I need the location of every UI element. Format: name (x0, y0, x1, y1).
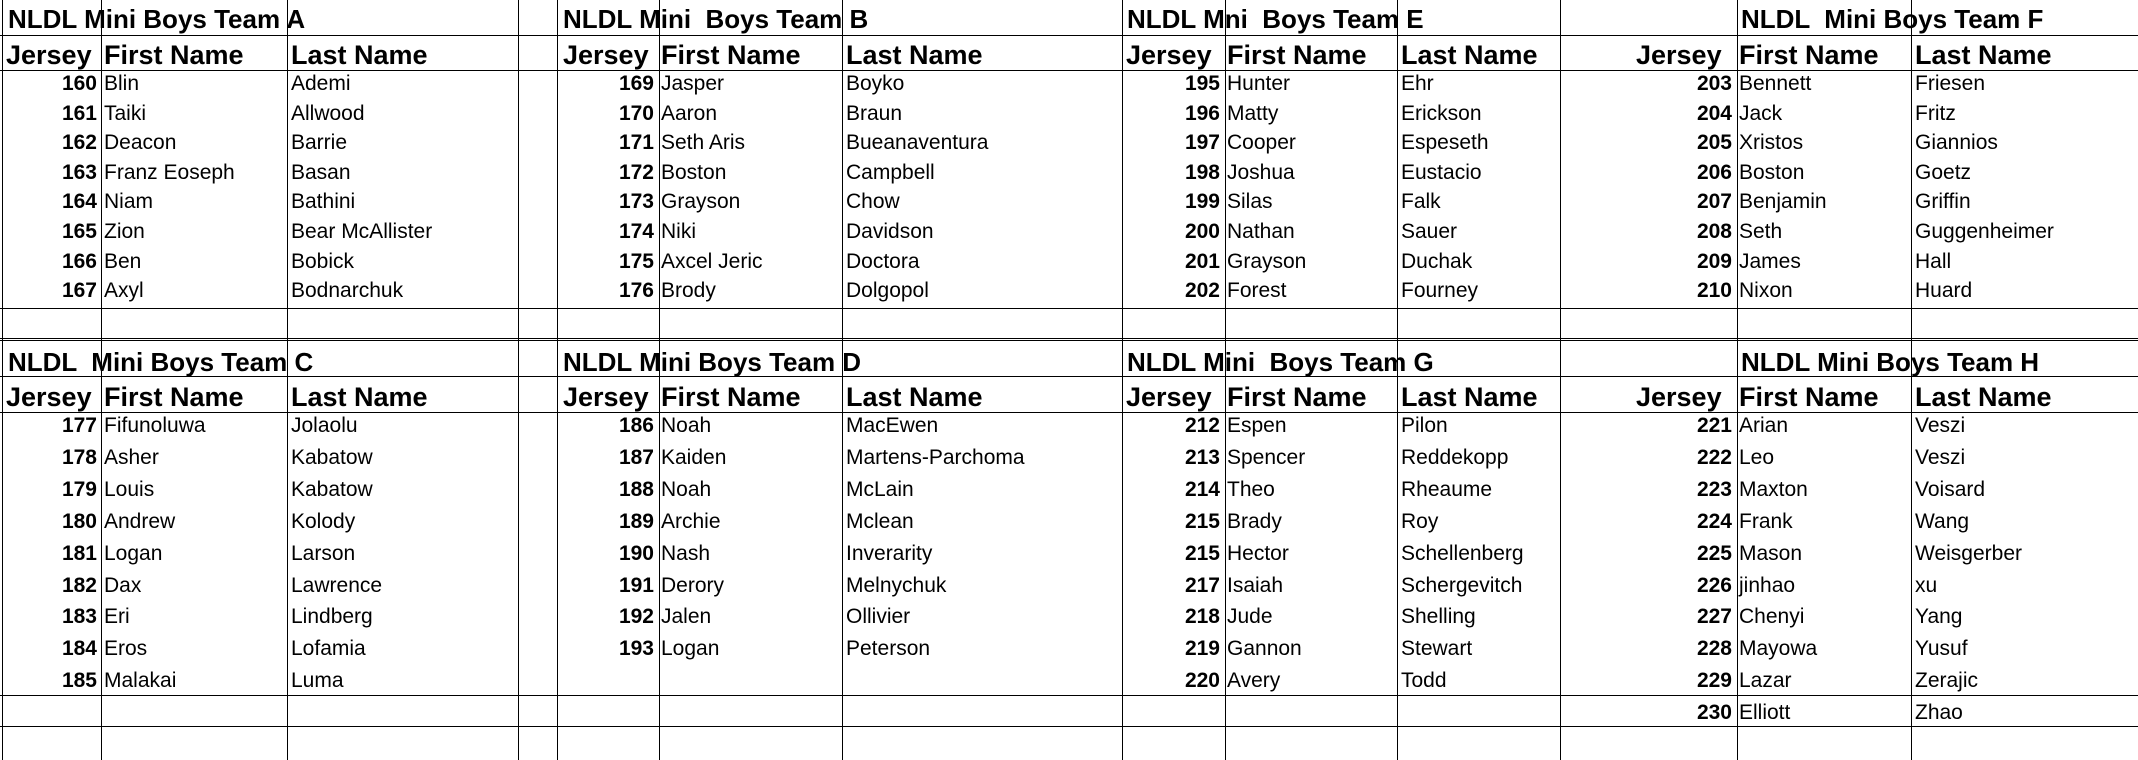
last-name: Barrie (291, 131, 348, 155)
grid-vline (557, 0, 558, 760)
jersey-number: 198 (1184, 160, 1220, 184)
last-name: Schergevitch (1401, 573, 1523, 597)
grid-vline (2, 0, 3, 760)
jersey-number: 215 (1184, 509, 1220, 533)
first-name: Noah (661, 414, 712, 437)
last-name: Duchak (1401, 249, 1473, 273)
jersey-number: 165 (61, 220, 97, 243)
jersey-number: 224 (1696, 509, 1732, 533)
first-name: Elliott (1739, 701, 1791, 725)
jersey-number: 162 (61, 131, 97, 155)
first-name: Asher (104, 445, 159, 469)
jersey-number: 160 (61, 72, 97, 95)
last-name: Bathini (291, 190, 356, 214)
first-name: Espen (1227, 414, 1287, 437)
first-name: Mayowa (1739, 637, 1818, 661)
jersey-number: 207 (1696, 190, 1732, 214)
first-name: Deacon (104, 131, 177, 155)
team-title: NLDL Mini Boys Team B (563, 4, 869, 34)
first-name: Frank (1739, 509, 1793, 533)
last-name: Davidson (846, 220, 934, 243)
grid-vline (287, 0, 288, 760)
last-name: Braun (846, 101, 903, 125)
last-name: Todd (1401, 669, 1447, 693)
jersey-header: Jersey (6, 40, 92, 70)
first-name: Axcel Jeric (661, 249, 763, 273)
first-name: Nixon (1739, 279, 1793, 303)
first-name: Bennett (1739, 72, 1812, 95)
first-name: Avery (1227, 669, 1281, 693)
last-name: Hall (1915, 249, 1952, 273)
jersey-number: 172 (618, 160, 654, 184)
jersey-number: 195 (1184, 72, 1220, 95)
last-name: Roy (1401, 509, 1439, 533)
jersey-number: 192 (618, 605, 654, 629)
jersey-number: 203 (1696, 72, 1732, 95)
jersey-number: 166 (61, 249, 97, 273)
last-name: Boyko (846, 72, 905, 95)
first-name: Jack (1739, 101, 1783, 125)
last-name: Ollivier (846, 605, 911, 629)
first-name-header: First Name (661, 382, 801, 412)
jersey-number: 225 (1696, 541, 1732, 565)
last-name: Shelling (1401, 605, 1476, 629)
jersey-number: 206 (1696, 160, 1732, 184)
first-name: Silas (1227, 190, 1273, 214)
jersey-number: 200 (1184, 220, 1220, 243)
first-name: Aaron (661, 101, 718, 125)
first-name: Maxton (1739, 477, 1808, 501)
grid-vline (518, 0, 519, 760)
jersey-number: 173 (618, 190, 654, 214)
jersey-number: 190 (618, 541, 654, 565)
first-name: Niam (104, 190, 154, 214)
grid-hline (0, 695, 2138, 696)
grid-hline (0, 726, 2138, 727)
first-name: Mason (1739, 541, 1803, 565)
grid-vline (1737, 0, 1738, 760)
last-name: Lindberg (291, 605, 373, 629)
jersey-number: 196 (1184, 101, 1220, 125)
last-name: Lofamia (291, 637, 366, 661)
jersey-number: 180 (61, 509, 97, 533)
first-name: Gannon (1227, 637, 1302, 661)
first-name: Ben (104, 249, 142, 273)
team-title: NLDL Mini Boys Team H (1741, 347, 2040, 377)
grid-hline (0, 308, 2138, 309)
jersey-number: 201 (1184, 249, 1220, 273)
jersey-number: 197 (1184, 131, 1220, 155)
first-name: Hunter (1227, 72, 1291, 95)
last-name: Martens-Parchoma (846, 445, 1025, 469)
last-name: Ehr (1401, 72, 1434, 95)
jersey-number: 226 (1696, 573, 1732, 597)
first-name: Jasper (661, 72, 725, 95)
jersey-header: Jersey (1636, 382, 1722, 412)
team-title: NLDL Mini Boys Team F (1741, 4, 2044, 34)
jersey-number: 221 (1696, 414, 1732, 437)
jersey-number: 185 (61, 669, 97, 693)
first-name-header: First Name (1739, 382, 1879, 412)
first-name: Noah (661, 477, 712, 501)
last-name: Fourney (1401, 279, 1479, 303)
first-name-header: First Name (661, 40, 801, 70)
jersey-number: 230 (1696, 701, 1732, 725)
first-name-header: First Name (1227, 40, 1367, 70)
jersey-number: 228 (1696, 637, 1732, 661)
first-name: Archie (661, 509, 721, 533)
first-name: Taiki (104, 101, 147, 125)
first-name: Boston (661, 160, 727, 184)
first-name: Blin (104, 72, 140, 95)
first-name: Andrew (104, 509, 176, 533)
jersey-number: 181 (61, 541, 97, 565)
last-name: Falk (1401, 190, 1441, 214)
jersey-number: 218 (1184, 605, 1220, 629)
jersey-number: 189 (618, 509, 654, 533)
jersey-number: 186 (618, 414, 654, 437)
grid-vline (1397, 0, 1398, 760)
first-name: Forest (1227, 279, 1287, 303)
grid-vline (842, 0, 843, 760)
last-name: Bueanaventura (846, 131, 989, 155)
grid-vline (659, 0, 660, 760)
last-name: McLain (846, 477, 914, 501)
last-name-header: Last Name (291, 382, 428, 412)
last-name-header: Last Name (1401, 382, 1538, 412)
last-name: Bear McAllister (291, 220, 433, 243)
jersey-number: 202 (1184, 279, 1220, 303)
last-name-header: Last Name (1915, 40, 2052, 70)
first-name: Joshua (1227, 160, 1295, 184)
jersey-number: 204 (1696, 101, 1732, 125)
last-name: Inverarity (846, 541, 933, 565)
jersey-number: 176 (618, 279, 654, 303)
last-name: Basan (291, 160, 351, 184)
jersey-number: 205 (1696, 131, 1732, 155)
first-name: Arian (1739, 414, 1789, 437)
jersey-header: Jersey (6, 382, 92, 412)
first-name: Kaiden (661, 445, 727, 469)
last-name: xu (1915, 573, 1938, 597)
last-name: Zhao (1915, 701, 1963, 725)
first-name: Benjamin (1739, 190, 1827, 214)
jersey-number: 171 (618, 131, 654, 155)
grid-vline (1560, 0, 1561, 760)
jersey-number: 212 (1184, 414, 1220, 437)
jersey-number: 215 (1184, 541, 1220, 565)
first-name: Franz Eoseph (104, 160, 235, 184)
jersey-number: 161 (61, 101, 97, 125)
last-name: Erickson (1401, 101, 1482, 125)
jersey-number: 222 (1696, 445, 1732, 469)
first-name: James (1739, 249, 1801, 273)
last-name: Ademi (291, 72, 351, 95)
last-name: Eustacio (1401, 160, 1482, 184)
last-name: Bobick (291, 249, 355, 273)
last-name: Sauer (1401, 220, 1458, 243)
team-title: NLDL Mini Boys Team A (8, 4, 306, 34)
grid-vline (1122, 0, 1123, 760)
last-name: Reddekopp (1401, 445, 1509, 469)
last-name: Griffin (1915, 190, 1971, 214)
team-title: NLDL Mini Boys Team G (1127, 347, 1434, 377)
first-name: Eros (104, 637, 148, 661)
jersey-number: 177 (61, 414, 97, 437)
team-title: NLDL Mini Boys Team D (563, 347, 862, 377)
jersey-number: 193 (618, 637, 654, 661)
last-name-header: Last Name (291, 40, 428, 70)
last-name: Voisard (1915, 477, 1986, 501)
first-name: Niki (661, 220, 696, 243)
first-name: Spencer (1227, 445, 1306, 469)
grid-vline (1911, 0, 1912, 760)
jersey-number: 217 (1184, 573, 1220, 597)
last-name: Kabatow (291, 477, 373, 501)
first-name: Seth Aris (661, 131, 746, 155)
jersey-header: Jersey (1126, 382, 1212, 412)
last-name: Doctora (846, 249, 920, 273)
first-name: Logan (104, 541, 163, 565)
first-name: Theo (1227, 477, 1275, 501)
jersey-number: 187 (618, 445, 654, 469)
jersey-number: 163 (61, 160, 97, 184)
first-name: Lazar (1739, 669, 1792, 693)
last-name: Bodnarchuk (291, 279, 404, 303)
first-name: Zion (104, 220, 145, 243)
last-name: Friesen (1915, 72, 1986, 95)
last-name: Luma (291, 669, 344, 693)
last-name: Dolgopol (846, 279, 929, 303)
first-name: Fifunoluwa (104, 414, 206, 437)
first-name: Brady (1227, 509, 1282, 533)
first-name: jinhao (1739, 573, 1796, 597)
jersey-number: 208 (1696, 220, 1732, 243)
first-name: Hector (1227, 541, 1289, 565)
jersey-number: 227 (1696, 605, 1732, 629)
grid-hline (0, 412, 2138, 413)
jersey-number: 188 (618, 477, 654, 501)
last-name: Stewart (1401, 637, 1473, 661)
last-name: Giannios (1915, 131, 1998, 155)
first-name: Seth (1739, 220, 1783, 243)
first-name: Isaiah (1227, 573, 1284, 597)
jersey-number: 164 (61, 190, 97, 214)
last-name: MacEwen (846, 414, 939, 437)
jersey-number: 169 (618, 72, 654, 95)
last-name-header: Last Name (846, 40, 983, 70)
grid-hline (0, 35, 2138, 36)
last-name: Campbell (846, 160, 935, 184)
last-name-header: Last Name (846, 382, 983, 412)
last-name: Kabatow (291, 445, 373, 469)
last-name: Zerajic (1915, 669, 1979, 693)
first-name: Xristos (1739, 131, 1804, 155)
last-name: Allwood (291, 101, 365, 125)
first-name: Jude (1227, 605, 1273, 629)
last-name: Melnychuk (846, 573, 947, 597)
last-name: Jolaolu (291, 414, 358, 437)
last-name: Rheaume (1401, 477, 1493, 501)
jersey-number: 178 (61, 445, 97, 469)
first-name: Malakai (104, 669, 177, 693)
jersey-number: 214 (1184, 477, 1220, 501)
last-name: Pilon (1401, 414, 1448, 437)
jersey-number: 199 (1184, 190, 1220, 214)
first-name: Dax (104, 573, 142, 597)
jersey-number: 191 (618, 573, 654, 597)
first-name-header: First Name (1739, 40, 1879, 70)
first-name: Nash (661, 541, 711, 565)
jersey-number: 213 (1184, 445, 1220, 469)
last-name: Chow (846, 190, 900, 214)
first-name: Eri (104, 605, 130, 629)
last-name: Wang (1915, 509, 1970, 533)
jersey-number: 229 (1696, 669, 1732, 693)
last-name-header: Last Name (1401, 40, 1538, 70)
first-name: Nathan (1227, 220, 1295, 243)
first-name: Jalen (661, 605, 712, 629)
first-name: Logan (661, 637, 720, 661)
section-divider (0, 338, 2138, 343)
jersey-number: 182 (61, 573, 97, 597)
jersey-number: 209 (1696, 249, 1732, 273)
team-title: NLDL Mini Boys Team C (8, 347, 314, 377)
last-name: Fritz (1915, 101, 1956, 125)
last-name: Huard (1915, 279, 1973, 303)
team-title: NLDL Mni Boys Team E (1127, 4, 1424, 34)
grid-hline (0, 376, 2138, 377)
jersey-number: 220 (1184, 669, 1220, 693)
grid-vline (1225, 0, 1226, 760)
last-name: Peterson (846, 637, 931, 661)
first-name: Grayson (661, 190, 741, 214)
last-name: Schellenberg (1401, 541, 1524, 565)
last-name: Espeseth (1401, 131, 1489, 155)
last-name: Veszi (1915, 414, 1966, 437)
last-name: Kolody (291, 509, 356, 533)
first-name: Cooper (1227, 131, 1296, 155)
first-name-header: First Name (104, 40, 244, 70)
last-name-header: Last Name (1915, 382, 2052, 412)
first-name: Derory (661, 573, 725, 597)
first-name: Leo (1739, 445, 1775, 469)
jersey-header: Jersey (1126, 40, 1212, 70)
jersey-number: 179 (61, 477, 97, 501)
first-name: Brody (661, 279, 716, 303)
jersey-header: Jersey (563, 382, 649, 412)
last-name: Weisgerber (1915, 541, 2022, 565)
last-name: Mclean (846, 509, 914, 533)
last-name: Larson (291, 541, 356, 565)
jersey-number: 210 (1696, 279, 1732, 303)
first-name: Boston (1739, 160, 1805, 184)
last-name: Lawrence (291, 573, 383, 597)
jersey-number: 219 (1184, 637, 1220, 661)
first-name: Louis (104, 477, 155, 501)
last-name: Veszi (1915, 445, 1966, 469)
first-name-header: First Name (1227, 382, 1367, 412)
first-name: Axyl (104, 279, 144, 303)
first-name: Matty (1227, 101, 1279, 125)
first-name: Chenyi (1739, 605, 1805, 629)
jersey-number: 183 (61, 605, 97, 629)
jersey-number: 175 (618, 249, 654, 273)
jersey-number: 170 (618, 101, 654, 125)
last-name: Guggenheimer (1915, 220, 2054, 243)
jersey-header: Jersey (563, 40, 649, 70)
jersey-number: 167 (61, 279, 97, 303)
last-name: Yang (1915, 605, 1963, 629)
last-name: Goetz (1915, 160, 1972, 184)
grid-hline (0, 70, 2138, 71)
jersey-number: 174 (618, 220, 654, 243)
jersey-header: Jersey (1636, 40, 1722, 70)
jersey-number: 223 (1696, 477, 1732, 501)
jersey-number: 184 (61, 637, 97, 661)
last-name: Yusuf (1915, 637, 1968, 661)
first-name: Grayson (1227, 249, 1307, 273)
grid-vline (101, 0, 102, 760)
first-name-header: First Name (104, 382, 244, 412)
